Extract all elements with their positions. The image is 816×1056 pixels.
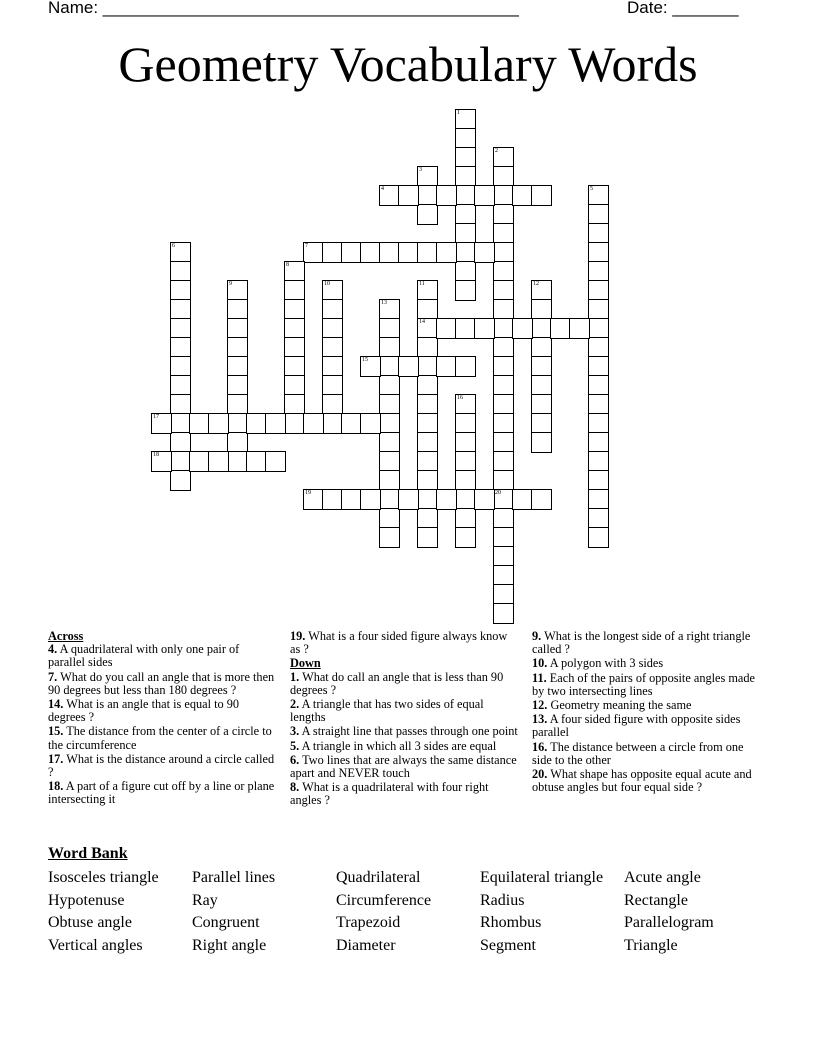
crossword-cell [455, 394, 476, 415]
crossword-cell [455, 451, 476, 472]
crossword-cell [379, 451, 400, 472]
crossword-cell [531, 318, 552, 339]
crossword-cell [417, 280, 438, 301]
crossword-cell [398, 356, 419, 377]
crossword-cell [493, 299, 514, 320]
down-clue [290, 754, 518, 780]
word-bank-item: Vertical angles [48, 937, 143, 955]
crossword-cell [417, 394, 438, 415]
crossword-cell [417, 489, 438, 510]
crossword-cell [588, 413, 609, 434]
crossword-cell [322, 299, 343, 320]
crossword-cell [208, 413, 229, 434]
clues-column-2 [290, 630, 518, 809]
clue-number: 9 [229, 281, 232, 287]
crossword-cell [455, 318, 476, 339]
word-bank-item: Parallel lines [192, 869, 276, 886]
down-clue [290, 698, 518, 724]
across-clue [48, 725, 276, 751]
word-bank-title: Word Bank [48, 845, 128, 862]
crossword-cell [493, 337, 514, 358]
crossword-cell [379, 470, 400, 491]
crossword-cell [531, 489, 552, 510]
clue-number: 2. [290, 697, 300, 712]
crossword-cell [455, 109, 476, 130]
clue-number: 12. [532, 698, 548, 713]
down-clue [290, 671, 518, 697]
crossword-cell [493, 413, 514, 434]
crossword-cell [170, 375, 191, 396]
crossword-cell [151, 413, 172, 434]
crossword-cell [493, 432, 514, 453]
clue-text: A polygon with 3 sides [547, 656, 664, 671]
crossword-cell [379, 527, 400, 548]
crossword-cell [455, 147, 476, 168]
crossword-cell [588, 299, 609, 320]
crossword-cell [189, 451, 210, 472]
crossword-cell [588, 356, 609, 377]
word-bank-item: Radius [480, 891, 525, 909]
clue-number: 4. [48, 642, 58, 657]
crossword-cell [569, 318, 590, 339]
down-clue [532, 630, 760, 656]
crossword-cell [246, 413, 267, 434]
clue-text: What do you call an angle that is more then 90 degrees but less than 180 degrees ? [48, 669, 275, 697]
crossword-cell [360, 242, 381, 263]
clue-text: What is a four sided figure always know as ? [290, 629, 508, 657]
crossword-cell [531, 356, 552, 377]
down-clue [532, 713, 760, 739]
crossword-cell [474, 489, 495, 510]
crossword-cell [303, 413, 324, 434]
clue-number: 7. [48, 669, 58, 684]
crossword-cell [455, 470, 476, 491]
crossword-cell [322, 413, 343, 434]
crossword-cell [493, 185, 514, 206]
crossword-cell [588, 242, 609, 263]
clue-number: 11. [532, 670, 547, 685]
clue-number: 14 [419, 319, 425, 325]
crossword-cell [493, 527, 514, 548]
crossword-cell [417, 242, 438, 263]
clue-text: A part of a figure cut off by a line or plane intersecting it [48, 779, 275, 807]
clue-number: 6 [172, 243, 175, 249]
down-clue [290, 781, 518, 807]
crossword-cell [474, 185, 495, 206]
crossword-cell [398, 242, 419, 263]
crossword-cell [227, 318, 248, 339]
crossword-cell [417, 375, 438, 396]
crossword-cell [436, 242, 457, 263]
crossword-cell [531, 413, 552, 434]
crossword-cell [417, 356, 438, 377]
crossword-cell [170, 337, 191, 358]
crossword-cell [550, 318, 571, 339]
crossword-cell [284, 413, 305, 434]
crossword-cell [455, 508, 476, 529]
down-heading: Down [290, 656, 321, 671]
crossword-cell [284, 280, 305, 301]
crossword-cell [417, 527, 438, 548]
crossword-cell [322, 280, 343, 301]
crossword-cell [455, 204, 476, 225]
clue-text: Geometry meaning the same [547, 698, 692, 713]
crossword-cell [208, 451, 229, 472]
clue-number: 16. [532, 739, 548, 754]
crossword-cell [322, 375, 343, 396]
crossword-cell [512, 318, 533, 339]
word-bank-item: Parallelogram [624, 914, 714, 932]
crossword-cell [379, 413, 400, 434]
clue-number: 3. [290, 724, 300, 739]
crossword-cell [493, 489, 514, 510]
crossword-cell [493, 242, 514, 263]
crossword-cell [265, 413, 286, 434]
crossword-cell [170, 299, 191, 320]
crossword-cell [246, 451, 267, 472]
crossword-cell [588, 318, 609, 339]
crossword-cell [417, 413, 438, 434]
word-bank-item: Equilateral triangle [480, 869, 604, 886]
crossword-cell [284, 375, 305, 396]
crossword-cell [151, 451, 172, 472]
crossword-cell [455, 356, 476, 377]
crossword-cell [227, 451, 248, 472]
name-line: Name: ____________________________________________ [48, 0, 519, 17]
crossword-cell [474, 318, 495, 339]
crossword-cell [170, 394, 191, 415]
clue-number: 14. [48, 697, 64, 712]
across-clue [48, 643, 276, 669]
crossword-cell [455, 413, 476, 434]
clue-number: 11 [419, 281, 425, 287]
crossword-cell [322, 356, 343, 377]
crossword-cell [493, 603, 514, 624]
crossword-cell [284, 337, 305, 358]
down-clue [290, 740, 518, 753]
word-bank-item: Quadrilateral [336, 869, 421, 886]
crossword-cell [588, 204, 609, 225]
crossword-cell [531, 280, 552, 301]
crossword-cell [531, 337, 552, 358]
clue-text: A triangle in which all 3 sides are equal [299, 738, 497, 753]
crossword-cell [493, 318, 514, 339]
clue-number: 15. [48, 724, 64, 739]
clue-number: 18 [153, 452, 159, 458]
crossword-cell [588, 223, 609, 244]
crossword-cell [322, 394, 343, 415]
crossword-cell [493, 584, 514, 605]
word-bank-item: Circumference [336, 891, 432, 909]
clue-number: 12 [533, 281, 539, 287]
clue-text: A four sided figure with opposite sides parallel [532, 712, 741, 740]
crossword-cell [284, 318, 305, 339]
date-line: Date: _______ [627, 0, 739, 17]
crossword-cell [227, 394, 248, 415]
crossword-cell [379, 432, 400, 453]
crossword-cell [417, 470, 438, 491]
word-bank-item: Ray [192, 891, 218, 909]
clues-column-3 [532, 630, 760, 795]
crossword-cell [227, 356, 248, 377]
word-bank-item: Acute angle [624, 869, 701, 886]
crossword-cell [341, 489, 362, 510]
crossword-cell [379, 394, 400, 415]
across-clue [48, 671, 276, 697]
word-bank-item: Segment [480, 937, 536, 955]
crossword-cell [531, 394, 552, 415]
crossword-cell [341, 242, 362, 263]
word-bank-item: Rhombus [480, 914, 542, 932]
clue-text: The distance from the center of a circle to the circumference [48, 724, 272, 752]
crossword-cell [170, 451, 191, 472]
clue-text: A straight line that passes through one point [299, 724, 518, 739]
crossword-cell [417, 318, 438, 339]
crossword-cell [417, 204, 438, 225]
clue-number: 19. [290, 629, 306, 643]
crossword-cell [170, 356, 191, 377]
clue-number: 20 [495, 490, 501, 496]
down-clue [532, 657, 760, 670]
clue-text: What is an angle that is equal to 90 degrees ? [48, 697, 240, 725]
crossword-cell [227, 432, 248, 453]
word-bank-item: Rectangle [624, 891, 688, 909]
crossword-cell [170, 261, 191, 282]
clue-number: 13. [532, 712, 548, 727]
crossword-cell [360, 489, 381, 510]
crossword-cell [360, 413, 381, 434]
clue-number: 8. [290, 780, 300, 795]
down-clue [532, 741, 760, 767]
crossword-cell [493, 166, 514, 187]
crossword-cell [493, 204, 514, 225]
clue-number: 7 [305, 243, 308, 249]
crossword-cell [227, 375, 248, 396]
crossword-cell [227, 337, 248, 358]
word-bank-item: Congruent [192, 914, 260, 932]
crossword-cell [588, 337, 609, 358]
clue-number: 18. [48, 779, 64, 794]
clue-number: 6. [290, 752, 300, 767]
crossword-cell [588, 432, 609, 453]
crossword-cell [531, 299, 552, 320]
crossword-cell [170, 470, 191, 491]
crossword-cell [531, 432, 552, 453]
crossword-cell [436, 185, 457, 206]
crossword-cell [455, 432, 476, 453]
crossword-cell [322, 318, 343, 339]
crossword-cell [379, 185, 400, 206]
crossword-cell [379, 299, 400, 320]
crossword-cell [588, 185, 609, 206]
crossword-cell [379, 242, 400, 263]
crossword-cell [531, 375, 552, 396]
crossword-cell [493, 508, 514, 529]
crossword-cell [588, 375, 609, 396]
crossword-cell [303, 489, 324, 510]
crossword-cell [303, 242, 324, 263]
crossword-cell [455, 280, 476, 301]
crossword-cell [379, 318, 400, 339]
crossword-cell [265, 451, 286, 472]
crossword-cell [455, 261, 476, 282]
crossword-cell [455, 527, 476, 548]
crossword-cell [493, 147, 514, 168]
word-bank-item: Isosceles triangle [48, 869, 159, 886]
crossword-cell [189, 413, 210, 434]
page-title: Geometry Vocabulary Words [118, 36, 698, 92]
clue-number: 10. [532, 656, 548, 671]
crossword-cell [227, 280, 248, 301]
down-clue [532, 672, 760, 698]
down-clue [532, 768, 760, 794]
clue-text: Each of the pairs of opposite angles made by two intersecting lines [532, 670, 755, 698]
clue-number: 3 [419, 167, 422, 173]
crossword-cell [417, 432, 438, 453]
clue-text: What is a quadrilateral with four right angles ? [290, 780, 489, 808]
crossword-cell [170, 280, 191, 301]
crossword-cell [417, 299, 438, 320]
crossword-cell [588, 489, 609, 510]
crossword-cell [322, 337, 343, 358]
crossword-cell [227, 413, 248, 434]
crossword-cell [588, 261, 609, 282]
clue-text: What is the longest side of a right triangle called ? [532, 629, 751, 657]
crossword-cell [170, 318, 191, 339]
crossword-cell [455, 223, 476, 244]
crossword-cell [588, 508, 609, 529]
crossword-cell [455, 489, 476, 510]
word-bank-item: Right angle [192, 937, 267, 955]
crossword-cell [417, 337, 438, 358]
crossword-cell [455, 242, 476, 263]
crossword-cell [493, 356, 514, 377]
crossword-cell [398, 489, 419, 510]
crossword-cell [455, 185, 476, 206]
clue-text: What is the distance around a circle called ? [48, 751, 275, 780]
clue-number: 15 [362, 357, 368, 363]
crossword-cell [170, 432, 191, 453]
crossword-cell [588, 280, 609, 301]
clue-text: A triangle that has two sides of equal lengths [290, 697, 484, 725]
crossword-cell [398, 185, 419, 206]
word-bank-item: Hypotenuse [48, 891, 125, 909]
clue-number: 8 [286, 262, 289, 268]
crossword-cell [379, 508, 400, 529]
clue-number: 13 [381, 300, 387, 306]
crossword-cell [588, 451, 609, 472]
crossword-cell [284, 299, 305, 320]
across-clue [48, 698, 276, 724]
clue-number: 5. [290, 738, 300, 753]
clue-number: 17. [48, 751, 64, 766]
crossword-cell [379, 375, 400, 396]
crossword-cell [322, 242, 343, 263]
crossword-cell [417, 185, 438, 206]
word-bank [48, 867, 778, 958]
crossword-cell [360, 356, 381, 377]
clue-number: 2 [495, 148, 498, 154]
down-clue [532, 699, 760, 712]
clue-text: The distance between a circle from one side to the other [532, 739, 744, 767]
clue-number: 10 [324, 281, 330, 287]
crossword-cell [531, 185, 552, 206]
crossword-cell [379, 337, 400, 358]
crossword-cell [417, 451, 438, 472]
crossword-cell [493, 394, 514, 415]
across-clue [290, 630, 518, 656]
clue-number: 20. [532, 767, 548, 782]
clues-column-1 [48, 630, 276, 808]
word-bank-item: Triangle [624, 937, 678, 955]
crossword-cell [417, 508, 438, 529]
word-bank-item: Trapezoid [336, 914, 401, 932]
crossword-cell [588, 394, 609, 415]
crossword-cell [436, 489, 457, 510]
crossword-cell [284, 261, 305, 282]
crossword-cell [588, 470, 609, 491]
clue-text: Two lines that are always the same distance apart and NEVER touch [290, 752, 517, 781]
crossword-cell [493, 280, 514, 301]
word-bank-item: Diameter [336, 937, 396, 955]
crossword-cell [227, 299, 248, 320]
crossword-cell [379, 356, 400, 377]
across-heading: Across [48, 629, 84, 643]
clue-text: A quadrilateral with only one pair of parallel sides [48, 642, 240, 670]
crossword-cell [436, 318, 457, 339]
across-clue [48, 780, 276, 806]
crossword-cell [493, 375, 514, 396]
crossword-cell [455, 128, 476, 149]
crossword-cell [284, 394, 305, 415]
across-clue [48, 753, 276, 779]
clue-number: 19 [305, 490, 311, 496]
down-clue [290, 725, 518, 738]
crossword-cell [284, 356, 305, 377]
clue-number: 5 [590, 186, 593, 192]
crossword-cell [322, 489, 343, 510]
clue-number: 16 [457, 395, 463, 401]
crossword-cell [493, 565, 514, 586]
crossword-cell [341, 413, 362, 434]
clue-number: 1. [290, 669, 300, 684]
crossword-cell [436, 356, 457, 377]
clue-text: What do call an angle that is less than 90 degrees ? [290, 669, 504, 697]
crossword-cell [493, 261, 514, 282]
crossword-cell [493, 546, 514, 567]
crossword-cell [493, 470, 514, 491]
crossword-cell [512, 185, 533, 206]
crossword-cell [379, 489, 400, 510]
clue-number: 1 [457, 110, 460, 116]
clue-number: 17 [153, 414, 159, 420]
crossword-cell [512, 489, 533, 510]
crossword-cell [417, 166, 438, 187]
crossword-cell [493, 451, 514, 472]
crossword-cell [493, 223, 514, 244]
clue-text: What shape has opposite equal acute and obtuse angles but four equal side ? [532, 767, 752, 795]
word-bank-item: Obtuse angle [48, 914, 132, 932]
crossword-cell [588, 527, 609, 548]
crossword-cell [170, 242, 191, 263]
clue-number: 9. [532, 629, 542, 643]
crossword-cell [455, 166, 476, 187]
clue-number: 4 [381, 186, 384, 192]
crossword-cell [474, 242, 495, 263]
crossword-cell [170, 413, 191, 434]
